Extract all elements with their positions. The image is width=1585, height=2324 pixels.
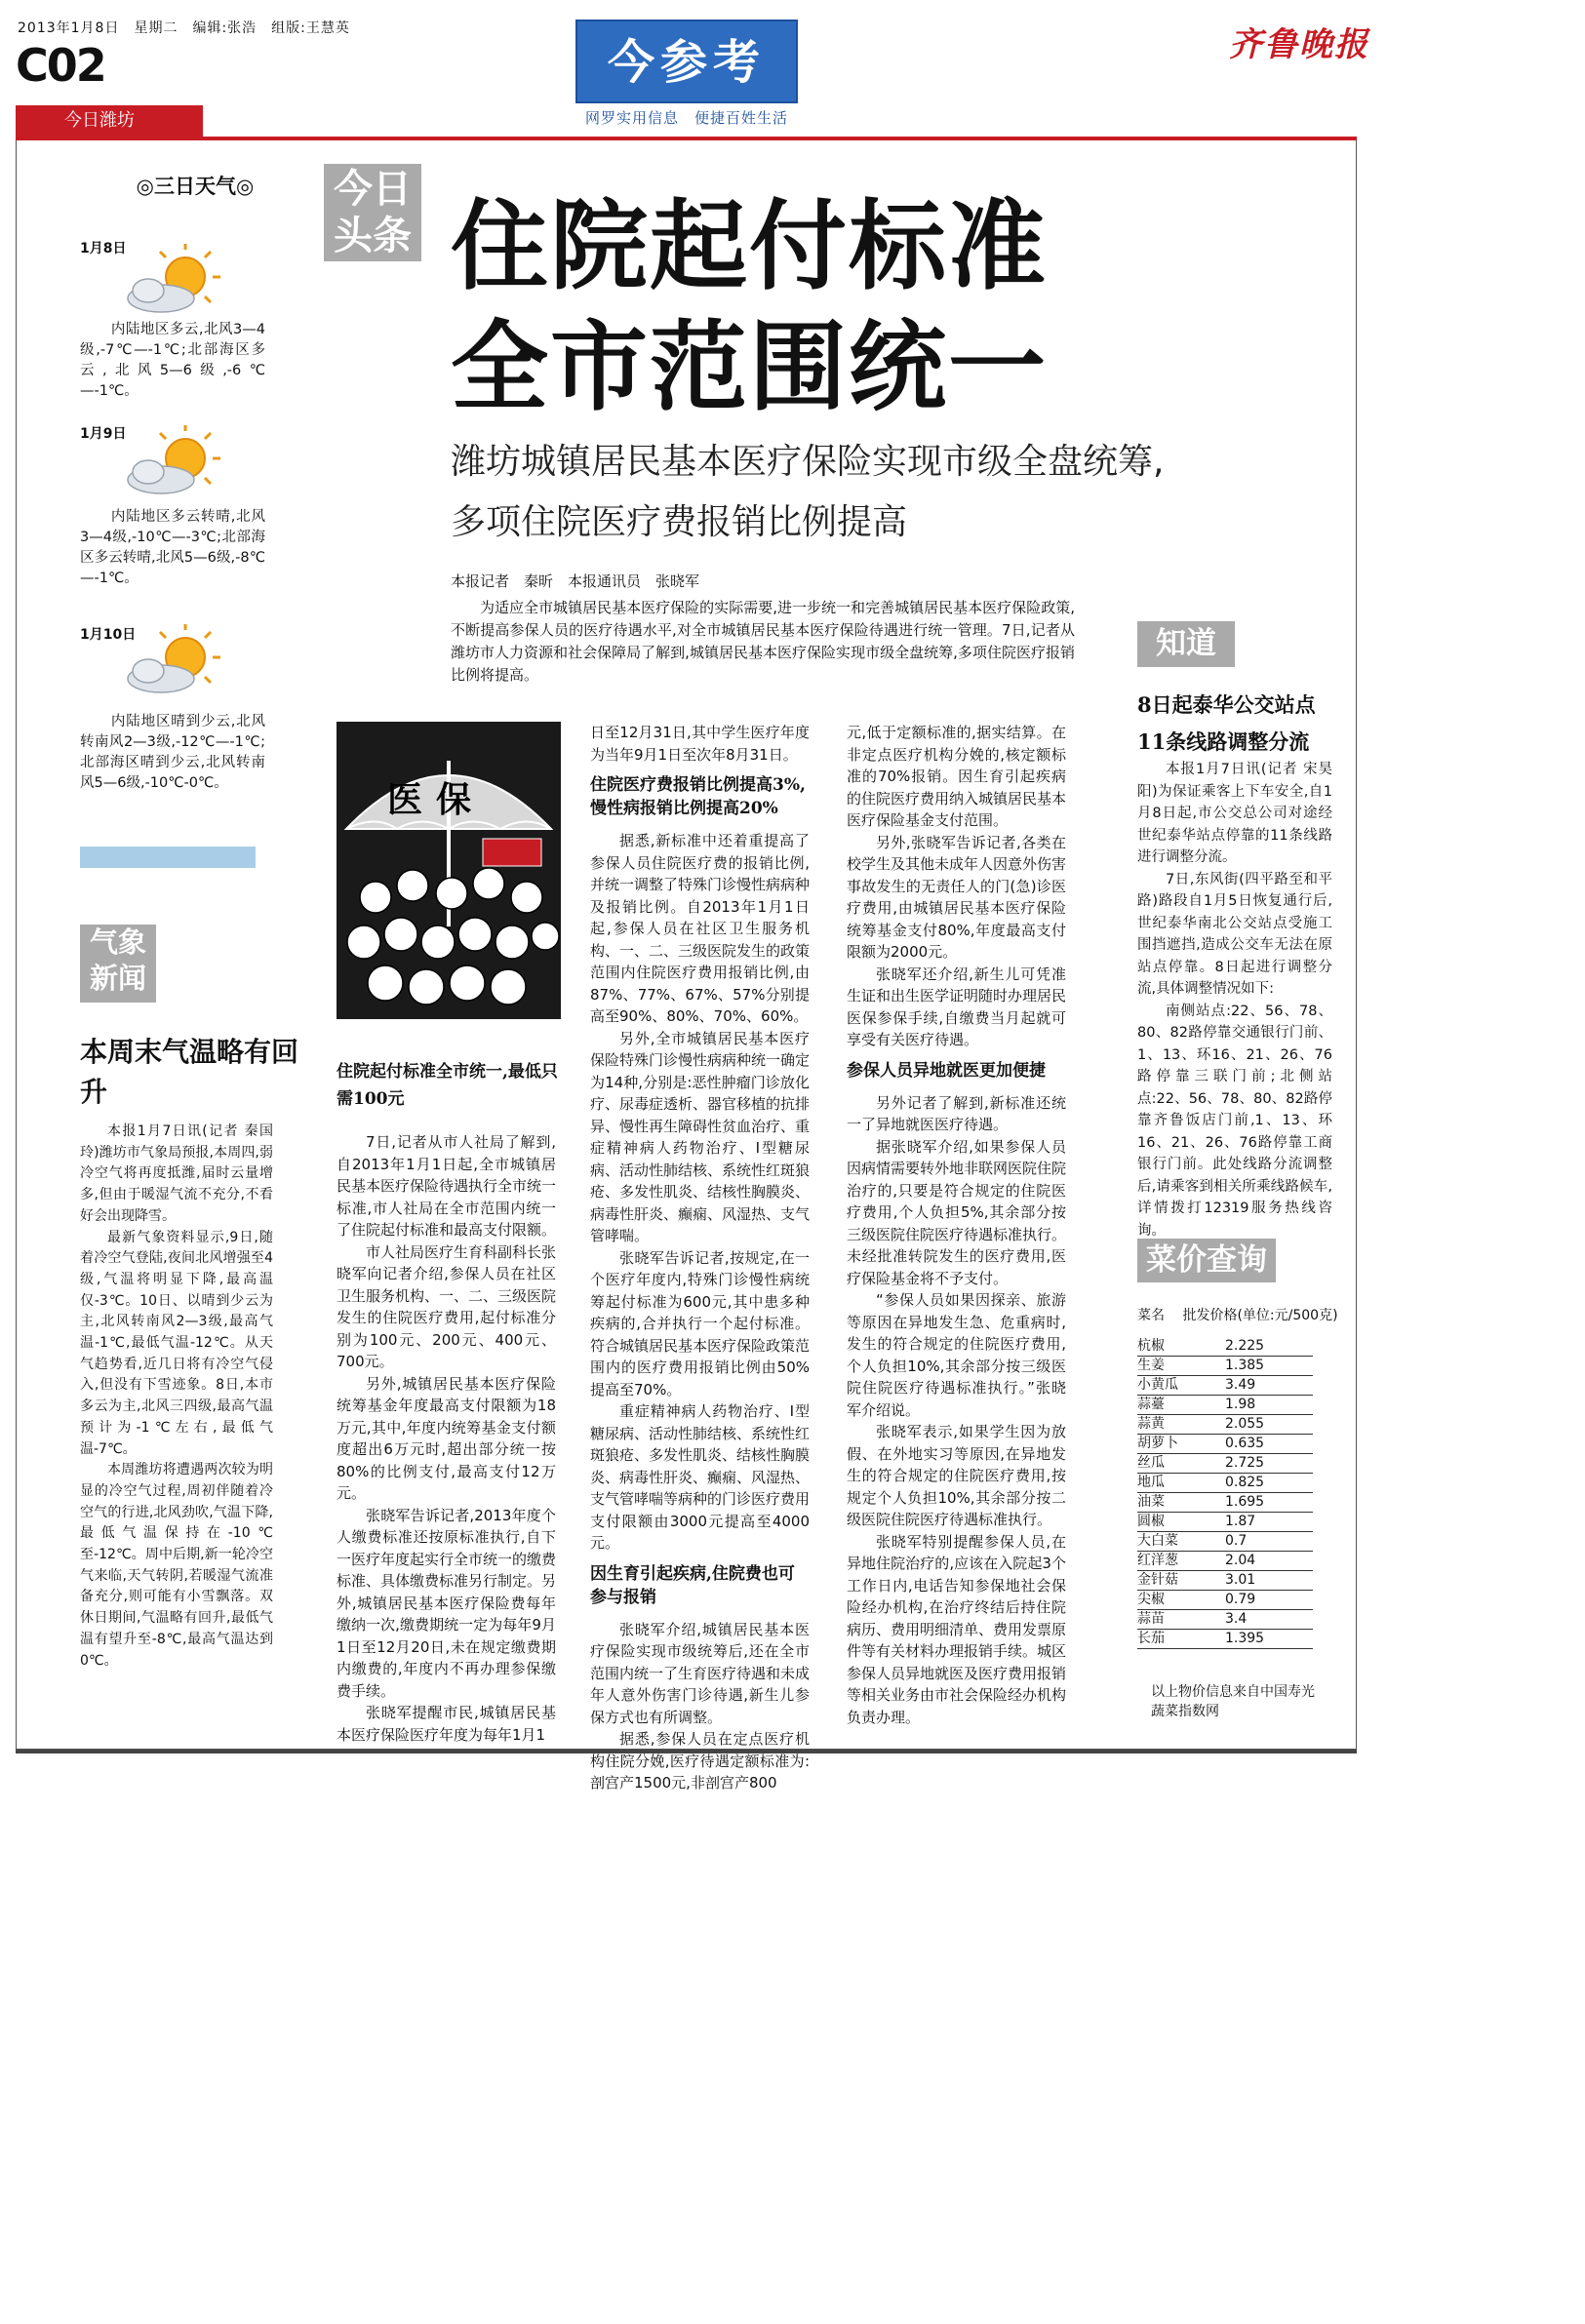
vegetable-price: 2.04: [1196, 1551, 1313, 1570]
vegetable-price: 3.01: [1196, 1570, 1313, 1590]
vegetable-name: 杭椒: [1137, 1336, 1196, 1356]
partly-cloudy-sun-icon: [117, 624, 224, 702]
paragraph: 另外,全市城镇居民基本医疗保险特殊门诊慢性病病种统一确定为14种,分别是:恶性肿瘤门诊放化疗、尿毒症透析、器官移植的抗排异、慢性再生障碍性贫血治疗、重症精神病人药物治疗、I型糖尿病、活动性肺结核、系统性红斑狼疮、多发性肌炎、结核性胸膜炎、病毒性肝炎、癫痫、风湿热、支气管哮喘。: [590, 1029, 811, 1244]
vegetable-name: 蒜薹: [1137, 1395, 1196, 1414]
vegetable-name: 红洋葱: [1137, 1551, 1196, 1570]
vegetable-name-header: 菜名: [1137, 1308, 1165, 1323]
paragraph: 本报1月7日讯(记者 宋昊阳)为保证乘客上下车安全,自1月8日起,市公交总公司对途经世纪泰华站点停靠的11条线路进行调整分流。: [1137, 762, 1332, 865]
table-row: [1137, 1395, 1313, 1414]
paragraph: 元,低于定额标准的,据实结算。在非定点医疗机构分娩的,核定额标准的70%报销。因生育引起疾病的住院医疗费用纳入城镇居民基本医疗保险基金支付范围。: [847, 724, 1067, 829]
paragraph: 南侧站点:22、56、78、80、82路停靠交通银行门前、1、13、环16、21、26、76路停靠三联门前;北侧站点:22、56、78、80、82路停靠齐鲁饭店门前,1、13、环16、21、26、76路停靠工商银行门前。此处线路分流调整后,请乘客到相关所乘线路候车,详情拨打12319服务热线咨询。: [1137, 1003, 1332, 1239]
bus-news-body: [1137, 759, 1332, 1241]
umbrella-crowd-illustration: [337, 722, 561, 1019]
paragraph: 重症精神病人药物治疗、I型糖尿病、活动性肺结核、系统性红斑狼疮、多发性肌炎、结核性胸膜炎、病毒性肝炎、癫痫、风湿热、支气管哮喘等病种的门诊医疗费用支付限额由3000元提高至4000元。: [590, 1402, 811, 1552]
paragraph: 张晓军表示,如果学生因为放假、在外地实习等原因,在异地发生的符合规定的住院医疗费用,按规定个人负担10%,其余部分按二级医院住院医疗待遇标准执行。: [847, 1423, 1066, 1528]
subheading: 因生育引起疾病,住院费也可参与报销: [590, 1563, 795, 1607]
vegetable-price-badge: 菜价查询: [1137, 1239, 1276, 1282]
vegetable-price: 1.98: [1196, 1395, 1313, 1414]
vegetable-name: 长茄: [1137, 1629, 1196, 1648]
know-badge: 知道: [1137, 621, 1235, 667]
paragraph: 市人社局医疗生育科副科长张晓军向记者介绍,参保人员在社区卫生服务机构、一、二、三级医院发生的住院医疗费用,起付标准分别为100元、200元、400元、700元。: [337, 1242, 557, 1370]
table-row: [1137, 1629, 1313, 1648]
subheadline-line-2: 多项住院医疗费报销比例提高: [451, 502, 908, 542]
paragraph: 张晓军告诉记者,2013年度个人缴费标准还按原标准执行,自下一医疗年度起实行全市统一的缴费标准、具体缴费标准另行制定。另外,城镇居民基本医疗保险费每年缴纳一次,缴费期统一定为每年9月1日至12月20日,未在规定缴费期内缴费的,年度内不再办理参保缴费手续。: [337, 1506, 557, 1700]
paragraph: 最新气象资料显示,9日,随着冷空气登陆,夜间北风增强至4级,气温将明显下降,最高温仅-3℃。10日、以晴到少云为主,北风转南风2—3级,最高气温-1℃,最低气温-12℃。从天气趋势看,近几日将有冷空气侵入,但没有下雪迹象。8日,本市多云为主,北风三四级,最高气温预计为-1℃左右,最低气温-7℃。: [80, 1229, 273, 1457]
paragraph: 据悉,新标准中还着重提高了参保人员住院医疗费的报销比例,并统一调整了特殊门诊慢性病病种及报销比例。自2013年1月1日起,参保人员在社区卫生服务机构、一、二、三级医院发生的政策范围内住院医疗费用报销比例,由87%、77%、67%、57%分别提高至90%、80%、70%、60%。: [590, 832, 811, 1025]
illustration-label: 医保: [387, 779, 486, 820]
weather-heading: ◎三日天气◎: [136, 175, 255, 198]
paragraph: “参保人员如果因探亲、旅游等原因在异地发生急、危重病时,发生的符合规定的住院医疗费用,个人负担10%,其余部分按三级医院住院医疗待遇标准执行。”张晓军介绍说。: [847, 1291, 1066, 1419]
vegetable-price: 3.49: [1196, 1375, 1313, 1395]
vegetable-name: 蒜黄: [1137, 1414, 1196, 1434]
vegetable-name: 圆椒: [1137, 1512, 1196, 1531]
paragraph: 本周潍坊将遭遇两次较为明显的冷空气过程,周初伴随着冷空气的行进,北风劲吹,气温下降,最低气温保持在-10℃至-12℃。周中后期,新一轮冷空气来临,天气转阴,若暖湿气流准备充分,则可能有小雪飘落。双休日期间,气温略有回升,最低气温有望升至-8℃,最高气温达到0℃。: [80, 1462, 273, 1669]
weather-day-2-text: 内陆地区多云转晴,北风3—4级,-10℃—-3℃;北部海区多云转晴,北风5—6级,-8℃—-1℃。: [80, 509, 265, 586]
table-row: [1137, 1551, 1313, 1570]
table-row: [1137, 1492, 1313, 1512]
paragraph: 张晓军告诉记者,按规定,在一个医疗年度内,特殊门诊慢性病统筹起付标准为600元,其中患多种疾病的,合并执行一个起付标准。符合城镇居民基本医疗保险政策范围内的医疗费用报销比例由50%提高至70%。: [590, 1248, 811, 1398]
paragraph: 另外,张晓军告诉记者,各类在校学生及其他未成年人因意外伤害事故发生的无责任人的门(急)诊医疗费用,由城镇居民基本医疗保险统筹基金支付80%,年度最高支付限额为2000元。: [847, 833, 1067, 961]
section-tab: 今日潍坊: [16, 105, 203, 137]
vegetable-name: 生姜: [1137, 1356, 1196, 1375]
table-row: [1137, 1453, 1313, 1473]
table-row: [1137, 1473, 1313, 1492]
table-row: [1137, 1356, 1313, 1375]
vegetable-name: 地瓜: [1137, 1473, 1196, 1492]
paragraph: 张晓军介绍,城镇居民基本医疗保险实现市级统筹后,还在全市范围内统一了生育医疗待遇和未成年人意外伤害门诊待遇,新生儿参保方式也有所调整。: [590, 1620, 811, 1726]
subheadline-line-1: 潍坊城镇居民基本医疗保险实现市级全盘统筹,: [451, 442, 1165, 482]
vegetable-price-table: [1137, 1336, 1313, 1649]
paragraph: 据张晓军介绍,如果参保人员因病情需要转外地非联网医院住院治疗的,只要是符合规定的住院医疗费用,个人负担5%,其余部分按三级医院住院医疗待遇标准执行。未经批准转院发生的医疗费用,医疗保险基金将不予支付。: [847, 1137, 1067, 1287]
vegetable-price-header: 批发价格(单位:元/500克): [1182, 1308, 1338, 1323]
weather-news-headline: 本周末气温略有回升: [80, 1036, 299, 1108]
vegetable-price: 2.055: [1196, 1414, 1313, 1434]
paragraph: 张晓军提醒市民,城镇居民基本医疗保险医疗年度为每年1月1: [337, 1704, 556, 1744]
article-column-2: [590, 722, 810, 1794]
table-row: [1137, 1512, 1313, 1531]
paragraph: 日至12月31日,其中学生医疗年度为当年9月1日至次年8月31日。: [590, 724, 810, 764]
subheading: 参保人员异地就医更加便捷: [847, 1060, 1046, 1081]
vegetable-name: 胡萝卜: [1137, 1434, 1196, 1453]
vegetable-name: 大白菜: [1137, 1531, 1196, 1551]
vegetable-price: 2.225: [1196, 1336, 1313, 1356]
vegetable-price: 1.695: [1196, 1492, 1313, 1512]
main-headline-line-1: 住院起付标准: [451, 188, 1048, 303]
table-row: [1137, 1434, 1313, 1453]
medical-insurance-cartoon: [337, 722, 561, 1019]
weather-day-3-date: 1月10日: [80, 627, 137, 643]
table-row: [1137, 1414, 1313, 1434]
vegetable-price: 1.87: [1196, 1512, 1313, 1531]
lead-intro-text: 为适应全市城镇居民基本医疗保险的实际需要,进一步统一和完善城镇居民基本医疗保险政策,不断提高参保人员的医疗待遇水平,对全市城镇居民基本医疗保险待遇进行统一管理。7日,记者从潍坊市人力资源和社会保障局了解到,城镇居民基本医疗保险实现市级全盘统筹,多项住院医疗报销比例将提高。: [451, 599, 1075, 684]
vegetable-price-source-note: 以上物价信息来自中国寿光蔬菜指数网: [1151, 1684, 1315, 1719]
vegetable-price: 1.395: [1196, 1629, 1313, 1648]
article-column-1: [337, 1131, 556, 1746]
vegetable-price: 2.725: [1196, 1453, 1313, 1473]
paragraph: 7日,记者从市人社局了解到,自2013年1月1日起,全市城镇居民基本医疗保险待遇执行全市统一标准,市人社局在全市范围内统一了住院起付标准和最高支付限额。: [337, 1133, 557, 1239]
vegetable-name: 小黄瓜: [1137, 1375, 1196, 1395]
paragraph: 本报1月7日讯(记者 秦国玲)潍坊市气象局预报,本周四,弱冷空气将再度抵潍,届时云量增多,但由于暖湿气流不充分,不看好会出现降雪。: [80, 1123, 273, 1224]
paragraph: 张晓军特别提醒参保人员,在异地住院治疗的,应该在入院起3个工作日内,电话告知参保地社会保险经办机构,在治疗终结后持住院病历、费用明细清单、费用发票原件等有关材料办理报销手续。城区参保人员异地就医及医疗费用报销等相关业务由市社会保险经办机构负责办理。: [847, 1532, 1067, 1726]
main-headline: [451, 185, 1048, 427]
vegetable-price: 0.825: [1196, 1473, 1313, 1492]
partly-cloudy-sun-icon: [117, 244, 224, 322]
paragraph: 另外,城镇居民基本医疗保险统筹基金年度最高支付限额为18万元,其中,年度内统筹基金支付额度超出6万元时,超出部分统一按80%的比例支付,最高支付12万元。: [337, 1374, 556, 1502]
vegetable-name: 金针菇: [1137, 1570, 1196, 1590]
column-logo-title: 今参考: [607, 35, 766, 90]
table-row: [1137, 1609, 1313, 1629]
paragraph: 7日,东风街(四平路至和平路)路段自1月5日恢复通行后,世纪泰华南北公交站点受施工围挡遮挡,造成公交车无法在原站点停靠。8日起进行调整分流,具体调整情况如下:: [1137, 871, 1332, 997]
subheadline: [451, 432, 1309, 553]
newspaper-logo: 齐鲁晚报: [1229, 25, 1369, 64]
vegetable-name: 油菜: [1137, 1492, 1196, 1512]
vegetable-price: 3.4: [1196, 1609, 1313, 1629]
vegetable-price: 0.79: [1196, 1590, 1313, 1609]
weather-day-2-date: 1月9日: [80, 426, 127, 442]
illustration-caption: 住院起付标准全市统一,最低只需100元: [337, 1062, 558, 1109]
table-row: [1137, 1531, 1313, 1551]
column-slogan: 网罗实用信息 便捷百姓生活: [584, 109, 788, 127]
weather-news-body: [80, 1122, 273, 1672]
weather-day-3-text: 内陆地区晴到少云,北风转南风2—3级,-12℃—-1℃;北部海区晴到少云,北风转南风5—6级,-10℃-0℃。: [80, 714, 265, 791]
main-headline-line-2: 全市范围统一: [451, 309, 1048, 424]
byline: 本报记者 秦昕 本报通讯员 张晓军: [451, 572, 700, 590]
partly-cloudy-sun-icon: [117, 425, 224, 503]
table-row: [1137, 1570, 1313, 1590]
weather-divider-bar: [80, 847, 256, 868]
lead-intro: [451, 597, 1075, 687]
weather-news-badge: 气象新闻: [80, 925, 156, 1003]
table-row: [1137, 1336, 1313, 1356]
vegetable-table-header: [1137, 1305, 1338, 1324]
paragraph: 张晓军还介绍,新生儿可凭准生证和出生医学证明随时办理居民医保参保手续,自缴费当月起就可享受有关医疗待遇。: [847, 965, 1067, 1048]
paragraph: 另外记者了解到,新标准还统一了异地就医医疗待遇。: [847, 1093, 1066, 1133]
paragraph: 据悉,参保人员在定点医疗机构住院分娩,医疗待遇定额标准为:剖宫产1500元,非剖宫产800: [590, 1730, 810, 1792]
weather-day-1-date: 1月8日: [80, 241, 127, 256]
vegetable-name: 丝瓜: [1137, 1453, 1196, 1473]
table-row: [1137, 1375, 1313, 1395]
article-column-3: [847, 722, 1066, 1728]
vegetable-price: 0.7: [1196, 1531, 1313, 1551]
column-logo: [575, 20, 798, 103]
table-row: [1137, 1590, 1313, 1609]
subheading: 住院医疗费报销比例提高3%,慢性病报销比例提高20%: [590, 775, 806, 818]
vegetable-name: 蒜苗: [1137, 1609, 1196, 1629]
page-number: C02: [16, 39, 105, 92]
vegetable-price: 0.635: [1196, 1434, 1313, 1453]
bus-news-headline: 8日起泰华公交站点11条线路调整分流: [1137, 692, 1316, 754]
vegetable-name: 尖椒: [1137, 1590, 1196, 1609]
top-story-badge: 今日头条: [324, 164, 421, 261]
vegetable-price: 1.385: [1196, 1356, 1313, 1375]
issue-meta: 2013年1月8日 星期二 编辑:张浩 组版:王慧英: [18, 20, 350, 36]
weather-day-1-text: 内陆地区多云,北风3—4级,-7℃—-1℃;北部海区多云,北风5—6级,-6℃—-1℃。: [80, 322, 265, 399]
